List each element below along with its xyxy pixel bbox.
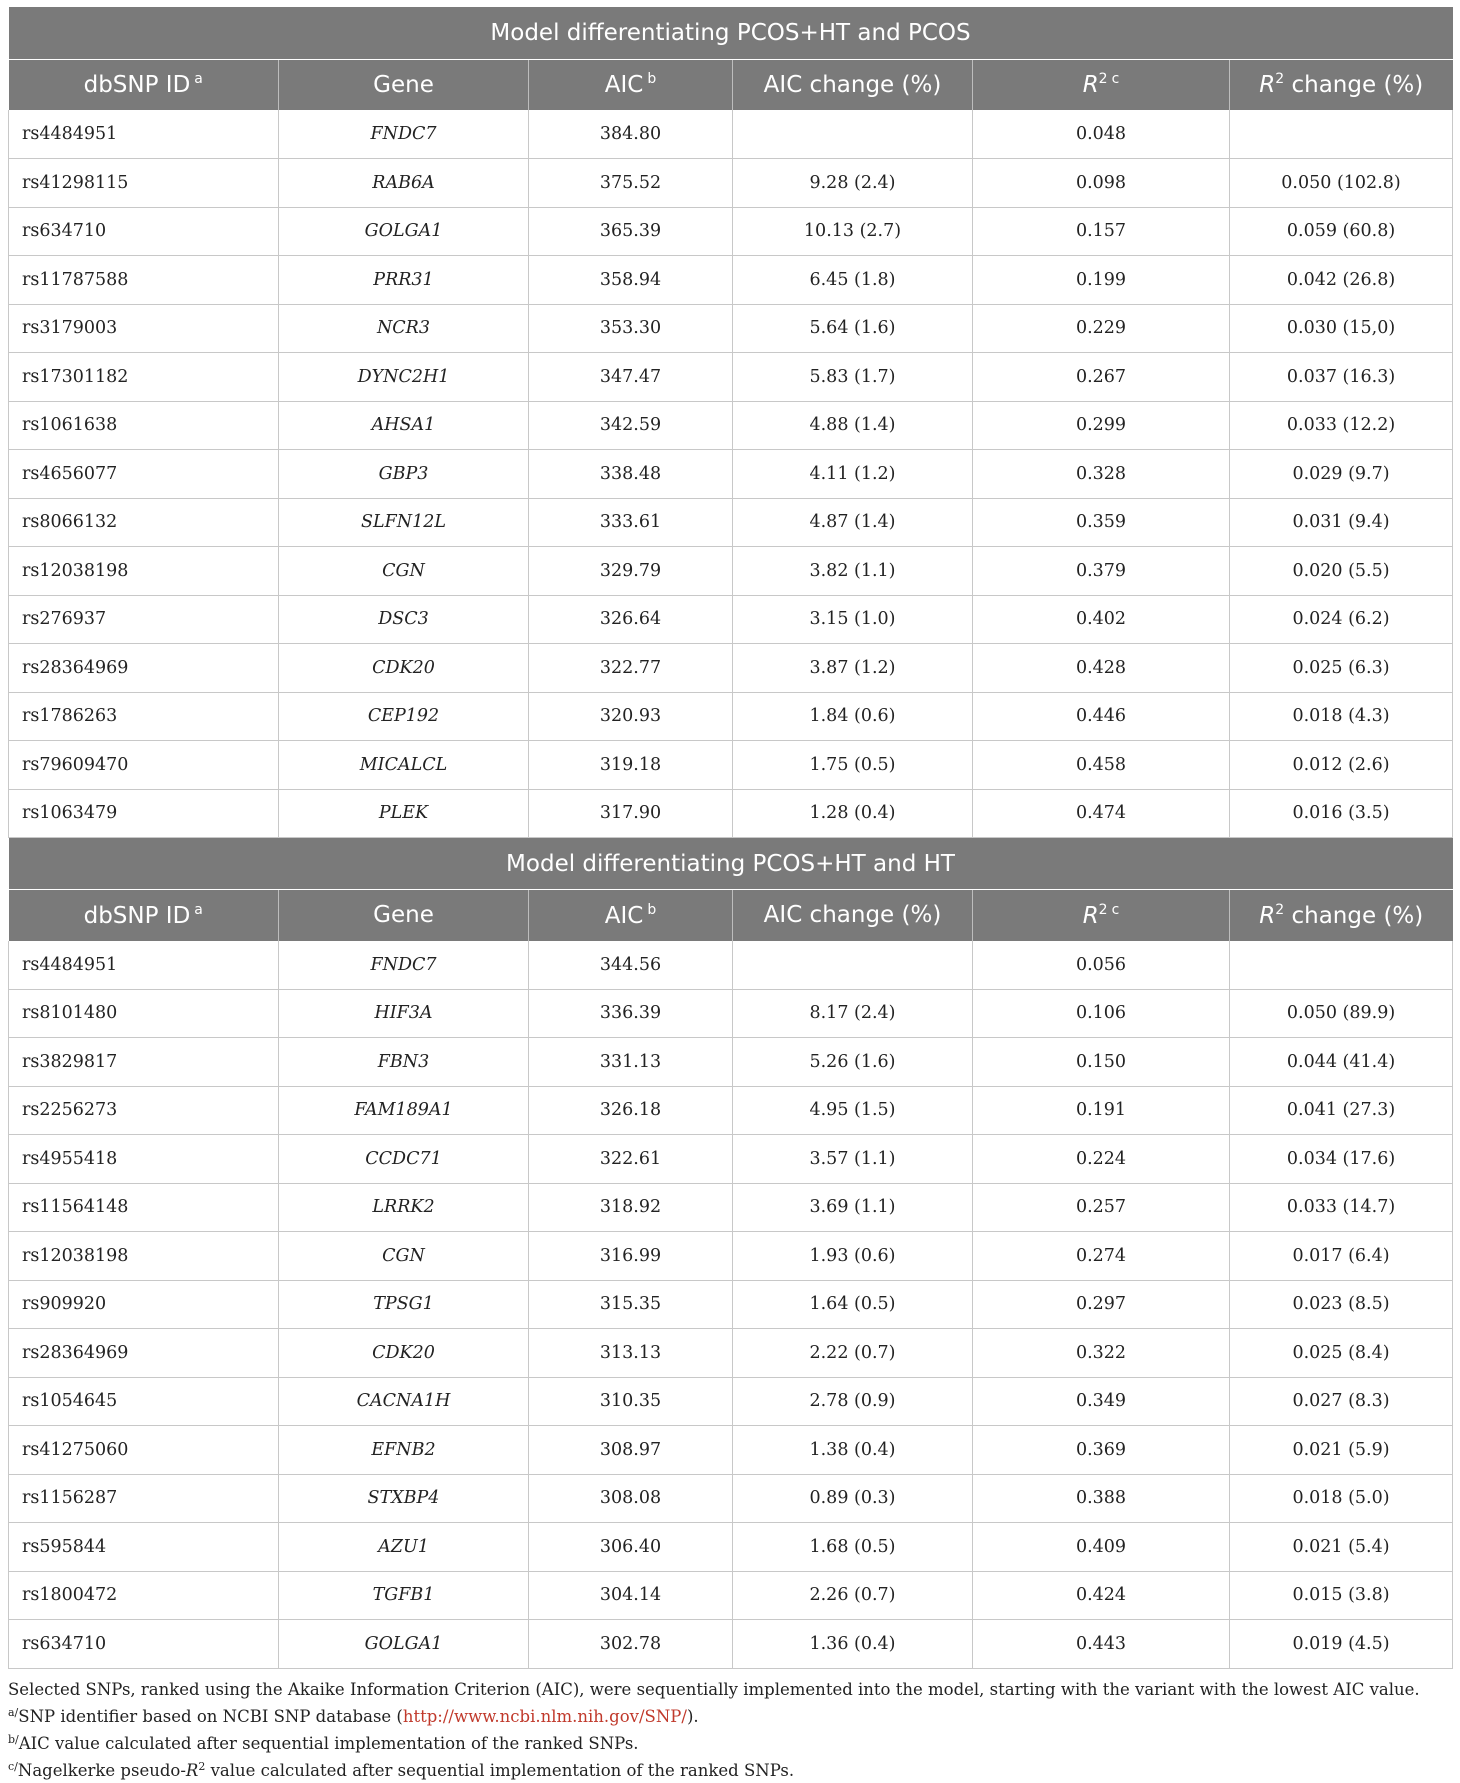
cell-r2: 0.443 (973, 1620, 1230, 1669)
section-title: Model differentiating PCOS+HT and PCOS (9, 7, 1453, 59)
cell-snp-id: rs2256273 (9, 1086, 279, 1135)
header-dbsnp-id: dbSNP ID $^a$ (9, 890, 279, 941)
cell-gene: MICALCL (279, 741, 529, 790)
cell-r2-change: 0.044 (41.4) (1230, 1038, 1453, 1087)
cell-r2: 0.157 (973, 207, 1230, 256)
cell-gene: TGFB1 (279, 1571, 529, 1620)
cell-r2: 0.191 (973, 1086, 1230, 1135)
cell-r2-change (1230, 941, 1453, 990)
cell-gene: FBN3 (279, 1038, 529, 1087)
cell-aic-change: 10.13 (2.7) (733, 207, 973, 256)
cell-snp-id: rs1054645 (9, 1377, 279, 1426)
cell-gene: EFNB2 (279, 1426, 529, 1475)
cell-r2-change: 0.018 (5.0) (1230, 1474, 1453, 1523)
cell-aic: 365.39 (529, 207, 733, 256)
cell-aic-change (733, 110, 973, 159)
cell-gene: FAM189A1 (279, 1086, 529, 1135)
header-dbsnp-id: dbSNP ID $^a$ (9, 59, 279, 110)
table-row (9, 644, 1453, 693)
cell-r2: 0.098 (973, 159, 1230, 208)
table-row (9, 110, 1453, 159)
cell-snp-id: rs4484951 (9, 110, 279, 159)
cell-gene: GOLGA1 (279, 207, 529, 256)
cell-snp-id: rs634710 (9, 1620, 279, 1669)
cell-snp-id: rs8066132 (9, 498, 279, 547)
cell-aic: 336.39 (529, 989, 733, 1038)
cell-r2: 0.428 (973, 644, 1230, 693)
cell-r2-change: 0.031 (9.4) (1230, 498, 1453, 547)
table-row (9, 450, 1453, 499)
header-r2-change: $R^2$ change (%) (1230, 59, 1453, 110)
cell-snp-id: rs8101480 (9, 989, 279, 1038)
cell-snp-id: rs17301182 (9, 353, 279, 402)
cell-aic-change: 5.64 (1.6) (733, 304, 973, 353)
cell-r2: 0.474 (973, 789, 1230, 838)
cell-snp-id: rs28364969 (9, 1329, 279, 1378)
cell-gene: CDK20 (279, 644, 529, 693)
column-header-row (9, 890, 1453, 941)
cell-gene: PLEK (279, 789, 529, 838)
cell-snp-id: rs28364969 (9, 644, 279, 693)
table-row (9, 1280, 1453, 1329)
cell-r2: 0.458 (973, 741, 1230, 790)
header-aic: AIC $^b$ (529, 890, 733, 941)
cell-snp-id: rs1786263 (9, 692, 279, 741)
cell-r2-change: 0.021 (5.4) (1230, 1523, 1453, 1572)
cell-r2: 0.369 (973, 1426, 1230, 1475)
cell-aic: 317.90 (529, 789, 733, 838)
cell-aic: 322.61 (529, 1135, 733, 1184)
cell-aic-change: 2.26 (0.7) (733, 1571, 973, 1620)
cell-snp-id: rs1800472 (9, 1571, 279, 1620)
header-gene: Gene (279, 890, 529, 941)
table-row (9, 1038, 1453, 1087)
cell-r2: 0.409 (973, 1523, 1230, 1572)
cell-r2-change: 0.017 (6.4) (1230, 1232, 1453, 1281)
cell-gene: CEP192 (279, 692, 529, 741)
footnote-a: $^{a/}$SNP identifier based on NCBI SNP database (http://www.ncbi.nlm.nih.gov/SNP/). (8, 1705, 699, 1726)
table-row (9, 304, 1453, 353)
table-row (9, 989, 1453, 1038)
cell-aic: 353.30 (529, 304, 733, 353)
table-row (9, 1183, 1453, 1232)
cell-r2: 0.224 (973, 1135, 1230, 1184)
cell-r2-change: 0.033 (12.2) (1230, 401, 1453, 450)
cell-snp-id: rs276937 (9, 595, 279, 644)
cell-r2-change: 0.030 (15,0) (1230, 304, 1453, 353)
cell-gene: LRRK2 (279, 1183, 529, 1232)
cell-r2-change: 0.015 (3.8) (1230, 1571, 1453, 1620)
cell-aic: 329.79 (529, 547, 733, 596)
table-row (9, 207, 1453, 256)
cell-aic-change: 2.78 (0.9) (733, 1377, 973, 1426)
cell-r2-change: 0.025 (8.4) (1230, 1329, 1453, 1378)
cell-aic-change: 6.45 (1.8) (733, 256, 973, 305)
cell-aic-change: 3.15 (1.0) (733, 595, 973, 644)
cell-r2-change: 0.012 (2.6) (1230, 741, 1453, 790)
cell-aic-change: 5.26 (1.6) (733, 1038, 973, 1087)
table-row (9, 741, 1453, 790)
cell-r2: 0.297 (973, 1280, 1230, 1329)
cell-gene: CCDC71 (279, 1135, 529, 1184)
cell-r2: 0.328 (973, 450, 1230, 499)
table-row (9, 595, 1453, 644)
cell-aic: 308.97 (529, 1426, 733, 1475)
cell-r2: 0.388 (973, 1474, 1230, 1523)
cell-gene: PRR31 (279, 256, 529, 305)
cell-aic-change: 1.68 (0.5) (733, 1523, 973, 1572)
cell-aic: 338.48 (529, 450, 733, 499)
cell-r2: 0.349 (973, 1377, 1230, 1426)
cell-snp-id: rs4484951 (9, 941, 279, 990)
cell-aic: 344.56 (529, 941, 733, 990)
cell-r2: 0.106 (973, 989, 1230, 1038)
cell-aic: 306.40 (529, 1523, 733, 1572)
table-row (9, 1571, 1453, 1620)
table-row (9, 1523, 1453, 1572)
cell-aic-change: 1.93 (0.6) (733, 1232, 973, 1281)
cell-snp-id: rs12038198 (9, 1232, 279, 1281)
cell-aic: 319.18 (529, 741, 733, 790)
cell-r2-change: 0.024 (6.2) (1230, 595, 1453, 644)
cell-r2-change: 0.050 (102.8) (1230, 159, 1453, 208)
cell-gene: CGN (279, 1232, 529, 1281)
table-row (9, 256, 1453, 305)
table-body (9, 7, 1453, 1668)
section-title-row (9, 838, 1453, 890)
cell-aic-change: 4.88 (1.4) (733, 401, 973, 450)
cell-aic-change: 4.87 (1.4) (733, 498, 973, 547)
cell-aic: 308.08 (529, 1474, 733, 1523)
cell-r2-change: 0.029 (9.7) (1230, 450, 1453, 499)
snp-model-table (8, 7, 1453, 1669)
cell-gene: RAB6A (279, 159, 529, 208)
cell-aic-change: 1.75 (0.5) (733, 741, 973, 790)
cell-aic-change: 8.17 (2.4) (733, 989, 973, 1038)
table-row (9, 1232, 1453, 1281)
cell-snp-id: rs11787588 (9, 256, 279, 305)
cell-gene: GOLGA1 (279, 1620, 529, 1669)
cell-gene: SLFN12L (279, 498, 529, 547)
header-r2: $R^2$ $^c$ (973, 59, 1230, 110)
header-aic: AIC $^b$ (529, 59, 733, 110)
header-r2-change: $R^2$ change (%) (1230, 890, 1453, 941)
cell-aic: 358.94 (529, 256, 733, 305)
cell-snp-id: rs79609470 (9, 741, 279, 790)
cell-aic: 347.47 (529, 353, 733, 402)
cell-aic: 375.52 (529, 159, 733, 208)
cell-snp-id: rs41275060 (9, 1426, 279, 1475)
section-title-row (9, 7, 1453, 59)
cell-snp-id: rs12038198 (9, 547, 279, 596)
table-row (9, 159, 1453, 208)
cell-r2: 0.402 (973, 595, 1230, 644)
cell-aic: 320.93 (529, 692, 733, 741)
cell-gene: DSC3 (279, 595, 529, 644)
cell-gene: CGN (279, 547, 529, 596)
cell-snp-id: rs41298115 (9, 159, 279, 208)
table-row (9, 547, 1453, 596)
footnote-b: $^{b/}$AIC value calculated after sequential implementation of the ranked SNPs. (8, 1732, 639, 1753)
cell-r2: 0.322 (973, 1329, 1230, 1378)
cell-r2-change: 0.018 (4.3) (1230, 692, 1453, 741)
column-header-row (9, 59, 1453, 110)
cell-r2-change: 0.033 (14.7) (1230, 1183, 1453, 1232)
cell-snp-id: rs634710 (9, 207, 279, 256)
cell-aic-change: 9.28 (2.4) (733, 159, 973, 208)
cell-aic: 326.18 (529, 1086, 733, 1135)
cell-aic: 322.77 (529, 644, 733, 693)
cell-aic-change: 4.95 (1.5) (733, 1086, 973, 1135)
cell-r2-change: 0.027 (8.3) (1230, 1377, 1453, 1426)
table-row (9, 692, 1453, 741)
table-row (9, 1620, 1453, 1669)
cell-snp-id: rs1063479 (9, 789, 279, 838)
table-row (9, 401, 1453, 450)
cell-gene: TPSG1 (279, 1280, 529, 1329)
cell-r2: 0.199 (973, 256, 1230, 305)
cell-aic-change: 1.28 (0.4) (733, 789, 973, 838)
cell-r2: 0.424 (973, 1571, 1230, 1620)
cell-gene: CACNA1H (279, 1377, 529, 1426)
cell-r2-change: 0.037 (16.3) (1230, 353, 1453, 402)
cell-r2: 0.257 (973, 1183, 1230, 1232)
ncbi-snp-link[interactable]: http://www.ncbi.nlm.nih.gov/SNP/ (402, 1706, 687, 1726)
cell-aic: 333.61 (529, 498, 733, 547)
cell-aic-change: 4.11 (1.2) (733, 450, 973, 499)
cell-gene: HIF3A (279, 989, 529, 1038)
cell-gene: FNDC7 (279, 110, 529, 159)
cell-snp-id: rs4955418 (9, 1135, 279, 1184)
cell-aic-change: 3.82 (1.1) (733, 547, 973, 596)
cell-gene: AHSA1 (279, 401, 529, 450)
cell-snp-id: rs3829817 (9, 1038, 279, 1087)
cell-r2: 0.274 (973, 1232, 1230, 1281)
cell-gene: FNDC7 (279, 941, 529, 990)
cell-r2: 0.359 (973, 498, 1230, 547)
cell-aic-change: 1.36 (0.4) (733, 1620, 973, 1669)
header-r2: $R^2$ $^c$ (973, 890, 1230, 941)
cell-gene: NCR3 (279, 304, 529, 353)
table-row (9, 353, 1453, 402)
cell-r2-change: 0.034 (17.6) (1230, 1135, 1453, 1184)
cell-gene: AZU1 (279, 1523, 529, 1572)
cell-r2: 0.048 (973, 110, 1230, 159)
cell-aic: 316.99 (529, 1232, 733, 1281)
cell-snp-id: rs3179003 (9, 304, 279, 353)
cell-aic: 310.35 (529, 1377, 733, 1426)
cell-r2: 0.446 (973, 692, 1230, 741)
table-row (9, 941, 1453, 990)
cell-aic-change: 1.84 (0.6) (733, 692, 973, 741)
cell-r2-change: 0.019 (4.5) (1230, 1620, 1453, 1669)
cell-aic-change: 3.57 (1.1) (733, 1135, 973, 1184)
table-footnotes (8, 1679, 1452, 1782)
cell-snp-id: rs11564148 (9, 1183, 279, 1232)
cell-r2: 0.229 (973, 304, 1230, 353)
cell-aic: 304.14 (529, 1571, 733, 1620)
header-aic-change: AIC change (%) (733, 59, 973, 110)
cell-gene: CDK20 (279, 1329, 529, 1378)
table-row (9, 1426, 1453, 1475)
cell-aic: 342.59 (529, 401, 733, 450)
cell-r2-change: 0.020 (5.5) (1230, 547, 1453, 596)
header-gene: Gene (279, 59, 529, 110)
cell-aic-change (733, 941, 973, 990)
cell-snp-id: rs909920 (9, 1280, 279, 1329)
cell-gene: DYNC2H1 (279, 353, 529, 402)
cell-aic: 331.13 (529, 1038, 733, 1087)
cell-snp-id: rs595844 (9, 1523, 279, 1572)
cell-aic-change: 1.38 (0.4) (733, 1426, 973, 1475)
cell-r2-change: 0.041 (27.3) (1230, 1086, 1453, 1135)
table-row (9, 789, 1453, 838)
cell-r2-change: 0.050 (89.9) (1230, 989, 1453, 1038)
cell-r2-change: 0.021 (5.9) (1230, 1426, 1453, 1475)
cell-r2-change (1230, 110, 1453, 159)
table-row (9, 1377, 1453, 1426)
cell-aic-change: 3.87 (1.2) (733, 644, 973, 693)
cell-aic: 313.13 (529, 1329, 733, 1378)
table-row (9, 498, 1453, 547)
table-row (9, 1329, 1453, 1378)
cell-aic-change: 2.22 (0.7) (733, 1329, 973, 1378)
cell-snp-id: rs1156287 (9, 1474, 279, 1523)
cell-r2: 0.150 (973, 1038, 1230, 1087)
cell-r2-change: 0.042 (26.8) (1230, 256, 1453, 305)
cell-aic-change: 5.83 (1.7) (733, 353, 973, 402)
cell-gene: GBP3 (279, 450, 529, 499)
cell-snp-id: rs1061638 (9, 401, 279, 450)
cell-aic: 315.35 (529, 1280, 733, 1329)
cell-aic: 326.64 (529, 595, 733, 644)
cell-r2-change: 0.025 (6.3) (1230, 644, 1453, 693)
cell-gene: STXBP4 (279, 1474, 529, 1523)
cell-r2: 0.299 (973, 401, 1230, 450)
cell-r2-change: 0.016 (3.5) (1230, 789, 1453, 838)
cell-r2: 0.379 (973, 547, 1230, 596)
cell-aic-change: 0.89 (0.3) (733, 1474, 973, 1523)
cell-snp-id: rs4656077 (9, 450, 279, 499)
cell-aic: 302.78 (529, 1620, 733, 1669)
cell-aic-change: 1.64 (0.5) (733, 1280, 973, 1329)
table-row (9, 1135, 1453, 1184)
cell-r2-change: 0.023 (8.5) (1230, 1280, 1453, 1329)
footnote-summary: Selected SNPs, ranked using the Akaike Information Criterion (AIC), were sequentially implemented into the model, starting with the variant with the lowest AIC value. (8, 1679, 1420, 1699)
cell-aic-change: 3.69 (1.1) (733, 1183, 973, 1232)
cell-aic: 318.92 (529, 1183, 733, 1232)
table-row (9, 1086, 1453, 1135)
footnote-c: $^{c/}$Nagelkerke pseudo-$R^2$ value calculated after sequential implementation of the ranked SNPs. (8, 1759, 795, 1780)
header-aic-change: AIC change (%) (733, 890, 973, 941)
results-table-document (8, 7, 1452, 1783)
table-row (9, 1474, 1453, 1523)
cell-r2-change: 0.059 (60.8) (1230, 207, 1453, 256)
cell-r2: 0.267 (973, 353, 1230, 402)
section-title: Model differentiating PCOS+HT and HT (9, 838, 1453, 890)
cell-r2: 0.056 (973, 941, 1230, 990)
cell-aic: 384.80 (529, 110, 733, 159)
